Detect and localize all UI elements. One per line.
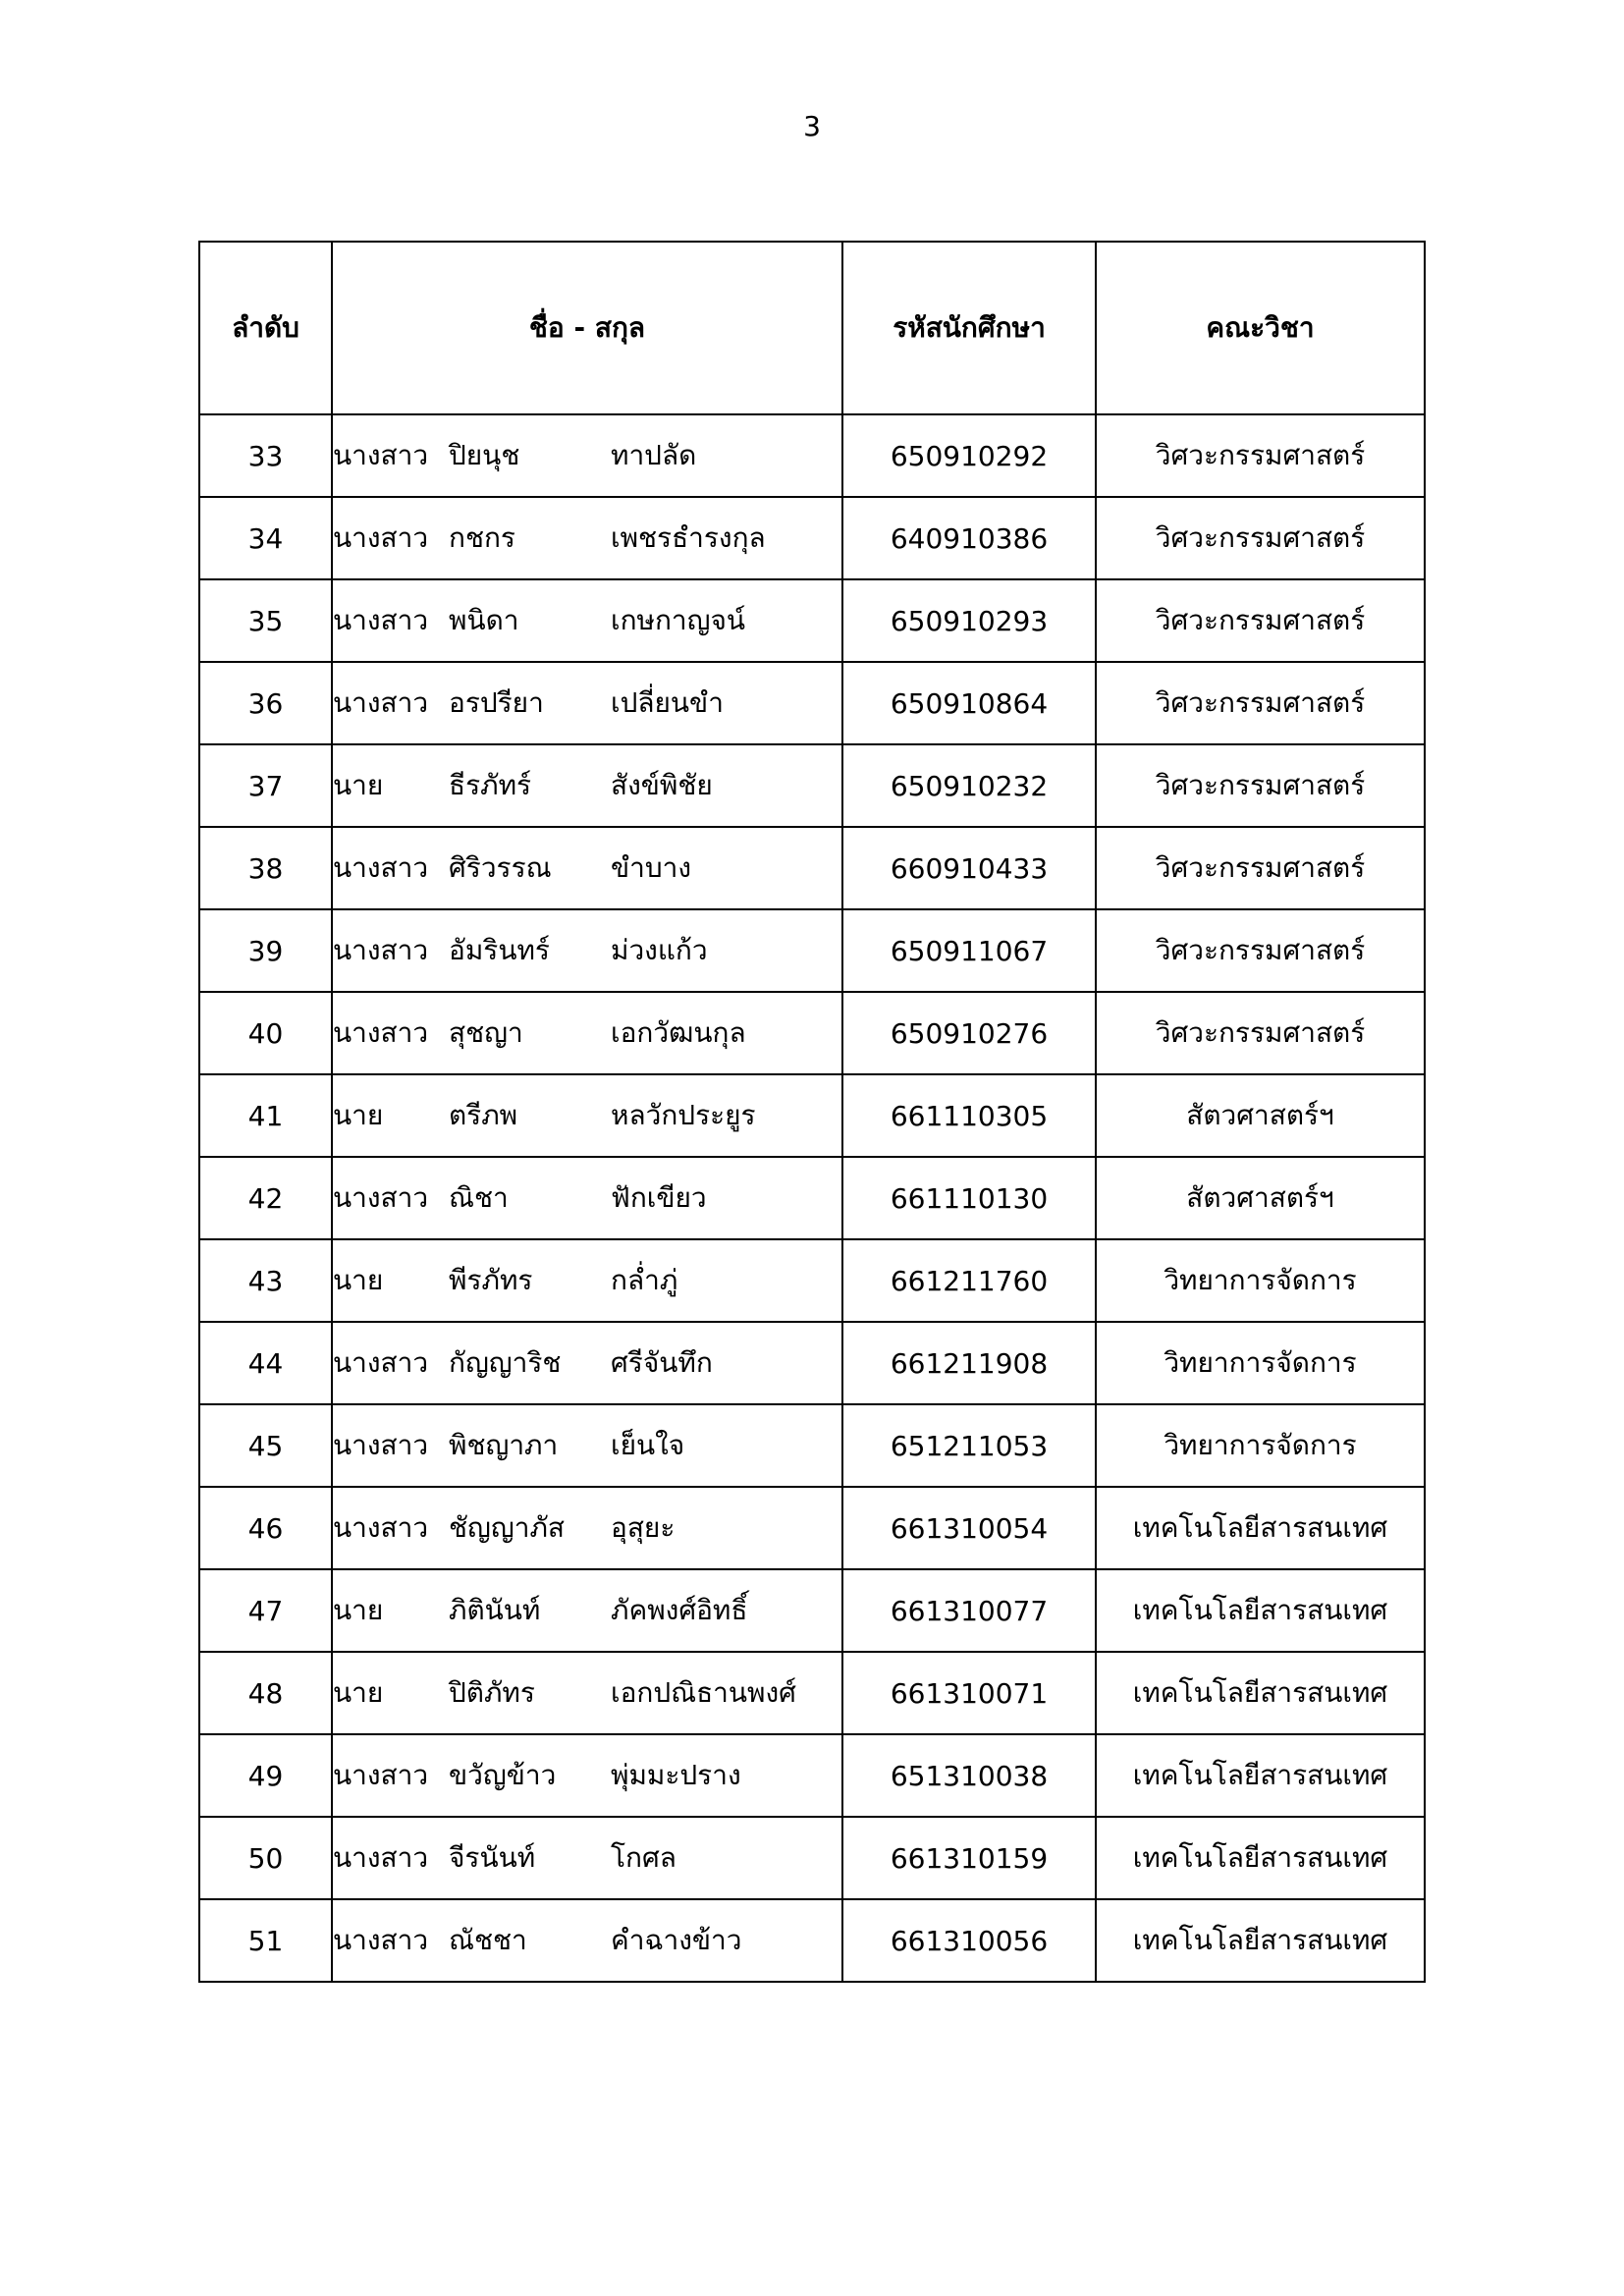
row-name-title: นางสาว [333,604,429,636]
table-row [199,1239,1425,1322]
row-faculty: วิศวะกรรมศาสตร์ [1096,662,1425,744]
row-full-name [332,1487,842,1569]
row-first-name: ปิยนุช [449,439,520,471]
row-last-name: ทาปลัด [611,439,697,471]
row-index: 35 [199,579,332,662]
row-first-name: พีรภัทร [449,1264,533,1296]
row-index: 45 [199,1404,332,1487]
row-first-name: ณัชชา [449,1924,527,1956]
row-full-name [332,1074,842,1157]
table-header [199,242,1425,414]
row-first-name: พนิดา [449,604,519,636]
row-first-name: กชกร [449,521,515,554]
row-name-title: นางสาว [333,1511,429,1544]
table-row [199,1569,1425,1652]
table-body [199,414,1425,1982]
row-faculty: เทคโนโลยีสารสนเทศ [1096,1487,1425,1569]
row-student-id: 661310056 [842,1899,1096,1982]
row-last-name: เอกวัฒนกุล [611,1016,746,1049]
row-first-name: ตรีภพ [449,1099,518,1131]
row-last-name: ภัคพงศ์อิทธิ์ [611,1594,748,1626]
row-full-name [332,497,842,579]
row-faculty: สัตวศาสตร์ฯ [1096,1157,1425,1239]
row-last-name: อุสุยะ [611,1511,676,1544]
row-last-name: พุ่มมะปราง [611,1759,741,1791]
row-last-name: เย็นใจ [611,1429,685,1461]
row-first-name: ภิตินันท์ [449,1594,541,1626]
row-name-title: นางสาว [333,851,429,884]
table-row [199,909,1425,992]
row-last-name: หลวักประยูร [611,1099,756,1131]
row-index: 41 [199,1074,332,1157]
row-index: 46 [199,1487,332,1569]
row-last-name: เกษกาญจน์ [611,604,746,636]
row-name-title: นาย [333,769,384,801]
row-student-id: 661310159 [842,1817,1096,1899]
row-student-id: 661310077 [842,1569,1096,1652]
row-full-name [332,1652,842,1734]
row-name-title: นางสาว [333,1841,429,1874]
table-row [199,1404,1425,1487]
row-first-name: จีรนันท์ [449,1841,536,1874]
row-name-title: นางสาว [333,1924,429,1956]
row-name-title: นางสาว [333,521,429,554]
header-student-id: รหัสนักศึกษา [842,242,1096,414]
row-faculty: เทคโนโลยีสารสนเทศ [1096,1652,1425,1734]
row-student-id: 650910276 [842,992,1096,1074]
row-last-name: ฟักเขียว [611,1181,707,1214]
row-student-id: 661211760 [842,1239,1096,1322]
header-index: ลำดับ [199,242,332,414]
row-full-name [332,662,842,744]
row-index: 49 [199,1734,332,1817]
row-name-title: นางสาว [333,686,429,719]
row-name-title: นาย [333,1264,384,1296]
row-first-name: ธีรภัทร์ [449,769,532,801]
row-last-name: เปลี่ยนขำ [611,686,724,719]
table-row [199,1074,1425,1157]
row-last-name: เอกปณิธานพงศ์ [611,1676,796,1709]
row-first-name: อรปรียา [449,686,544,719]
row-last-name: ศรีจันทึก [611,1346,713,1379]
row-last-name: กล่ำภู่ [611,1264,678,1296]
row-faculty: เทคโนโลยีสารสนเทศ [1096,1734,1425,1817]
row-first-name: ปิติภัทร [449,1676,535,1709]
table-row [199,662,1425,744]
row-full-name [332,1569,842,1652]
row-name-title: นางสาว [333,1346,429,1379]
table-row [199,1817,1425,1899]
row-faculty: วิทยาการจัดการ [1096,1322,1425,1404]
row-student-id: 650910232 [842,744,1096,827]
table-row [199,992,1425,1074]
row-faculty: สัตวศาสตร์ฯ [1096,1074,1425,1157]
row-name-title: นางสาว [333,934,429,966]
table-row [199,1899,1425,1982]
row-student-id: 661310071 [842,1652,1096,1734]
row-faculty: วิศวะกรรมศาสตร์ [1096,909,1425,992]
row-index: 44 [199,1322,332,1404]
row-index: 33 [199,414,332,497]
row-index: 40 [199,992,332,1074]
row-full-name [332,992,842,1074]
row-last-name: สังข์พิชัย [611,769,713,801]
row-index: 43 [199,1239,332,1322]
table-row [199,1652,1425,1734]
page-number: 3 [803,110,821,142]
row-last-name: ขำบาง [611,851,692,884]
row-last-name: โกศล [611,1841,677,1874]
row-faculty: วิศวะกรรมศาสตร์ [1096,414,1425,497]
row-faculty: วิศวะกรรมศาสตร์ [1096,579,1425,662]
row-name-title: นางสาว [333,1759,429,1791]
row-index: 51 [199,1899,332,1982]
row-first-name: สุชญา [449,1016,523,1049]
row-index: 50 [199,1817,332,1899]
row-name-title: นางสาว [333,439,429,471]
header-row [199,242,1425,414]
row-faculty: วิศวะกรรมศาสตร์ [1096,744,1425,827]
row-index: 42 [199,1157,332,1239]
row-index: 37 [199,744,332,827]
row-full-name [332,1239,842,1322]
table-row [199,579,1425,662]
row-faculty: วิทยาการจัดการ [1096,1239,1425,1322]
row-faculty: เทคโนโลยีสารสนเทศ [1096,1817,1425,1899]
row-full-name [332,1322,842,1404]
row-index: 47 [199,1569,332,1652]
table-row [199,1734,1425,1817]
row-name-title: นางสาว [333,1429,429,1461]
row-student-id: 650911067 [842,909,1096,992]
row-student-id: 640910386 [842,497,1096,579]
table-row [199,1322,1425,1404]
row-student-id: 650910292 [842,414,1096,497]
table-row [199,744,1425,827]
row-first-name: พิชญาภา [449,1429,559,1461]
header-name: ชื่อ - สกุล [332,242,842,414]
row-full-name [332,1157,842,1239]
table-row [199,414,1425,497]
row-full-name [332,1404,842,1487]
row-name-title: นางสาว [333,1181,429,1214]
row-last-name: เพชรธำรงกุล [611,521,766,554]
table-row [199,827,1425,909]
row-student-id: 661211908 [842,1322,1096,1404]
row-student-id: 661310054 [842,1487,1096,1569]
row-index: 38 [199,827,332,909]
row-name-title: นาย [333,1594,384,1626]
row-faculty: วิศวะกรรมศาสตร์ [1096,497,1425,579]
row-index: 48 [199,1652,332,1734]
row-full-name [332,1899,842,1982]
row-first-name: ณิชา [449,1181,509,1214]
row-student-id: 651310038 [842,1734,1096,1817]
row-first-name: กัญญาริช [449,1346,562,1379]
table-row [199,1157,1425,1239]
row-full-name [332,1734,842,1817]
row-last-name: คำฉางข้าว [611,1924,742,1956]
row-first-name: ชัญญาภัส [449,1511,565,1544]
row-full-name [332,744,842,827]
row-student-id: 661110305 [842,1074,1096,1157]
table-row [199,1487,1425,1569]
row-first-name: ศิริวรรณ [449,851,552,884]
row-name-title: นาย [333,1099,384,1131]
row-name-title: นางสาว [333,1016,429,1049]
row-first-name: อัมรินทร์ [449,934,550,966]
table-row [199,497,1425,579]
row-student-id: 650910864 [842,662,1096,744]
row-faculty: เทคโนโลยีสารสนเทศ [1096,1899,1425,1982]
row-student-id: 660910433 [842,827,1096,909]
row-faculty: วิทยาการจัดการ [1096,1404,1425,1487]
header-faculty: คณะวิชา [1096,242,1425,414]
row-faculty: เทคโนโลยีสารสนเทศ [1096,1569,1425,1652]
row-index: 36 [199,662,332,744]
row-last-name: ม่วงแก้ว [611,934,708,966]
row-index: 34 [199,497,332,579]
row-student-id: 661110130 [842,1157,1096,1239]
row-full-name [332,1817,842,1899]
row-index: 39 [199,909,332,992]
row-first-name: ขวัญข้าว [449,1759,557,1791]
row-full-name [332,909,842,992]
row-name-title: นาย [333,1676,384,1709]
row-faculty: วิศวะกรรมศาสตร์ [1096,827,1425,909]
row-student-id: 651211053 [842,1404,1096,1487]
row-full-name [332,414,842,497]
row-full-name [332,827,842,909]
row-faculty: วิศวะกรรมศาสตร์ [1096,992,1425,1074]
student-table [198,241,1426,1983]
row-full-name [332,579,842,662]
row-student-id: 650910293 [842,579,1096,662]
